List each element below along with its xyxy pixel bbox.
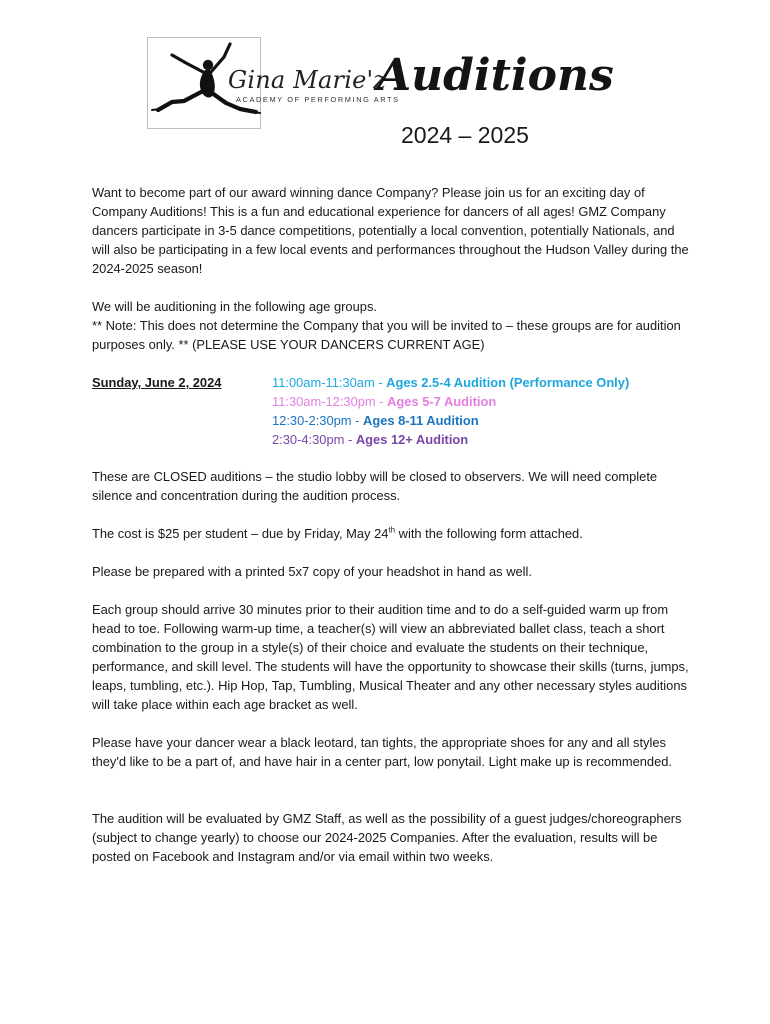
audition-date: Sunday, June 2, 2024 [92,375,222,390]
season-year: 2024 – 2025 [401,122,529,148]
schedule-group: Ages 12+ Audition [355,432,469,447]
headshot-paragraph: Please be prepared with a printed 5x7 copy of your headshot in hand as well. [92,564,532,579]
cost-superscript: th [388,525,396,535]
closed-auditions-paragraph: These are CLOSED auditions – the studio lobby will be closed to observers. We will need complete silence and concentration during the audition process. [92,469,658,503]
schedule-row [272,430,629,449]
evaluation-paragraph: The audition will be evaluated by GMZ Staff, as well as the possibility of a guest judges/choreographers (subject to change yearly) to choose our 2024-2025 Companies. After the evaluation, results will be posted on Facebook and Instagram and/or via email within two weeks. [92,811,682,864]
schedule-row [272,373,629,392]
arrival-paragraph: Each group should arrive 30 minutes prior to their audition time and to do a self-guided warm up from head to toe. Following warm-up time, a teacher(s) will view an abbreviated ballet class, teach a short combination to the group in a style(s) of their choice and evaluate the students on their technique, performance, and skill level. The students will have the opportunity to showcase their skills (turns, jumps, leaps, tumbling, etc.). Hip Hop, Tap, Tumbling, Musical Theater and any other necessary styles auditions will take place within each age bracket as well. [92,602,689,712]
schedule-time: 11:00am-11:30am - [272,375,387,390]
attire-paragraph: Please have your dancer wear a black leotard, tan tights, the appropriate shoes for any and all styles they'd like to be a part of, and have hair in a center part, low ponytail. Light make up is recommended. [92,735,673,769]
age-groups-line: We will be auditioning in the following age groups. [92,299,377,314]
schedule-row [272,411,629,430]
schedule-group: Ages 8-11 Audition [363,413,479,428]
schedule-time: 12:30-2:30pm - [272,413,364,428]
audition-schedule [272,373,629,449]
page-title: Auditions [377,50,614,101]
cost-text-after: with the following form attached. [395,526,583,541]
cost-text: The cost is $25 per student – due by Friday, May 24 [92,526,389,541]
logo-subtitle: ACADEMY OF PERFORMING ARTS [236,95,400,104]
intro-paragraph: Want to become part of our award winning dance Company? Please join us for an exciting day of Company Auditions! This is a fun and educational experience for dancers of all ages! GMZ Company dancers participate in 3-5 dance competitions, potentially a local convention, potentially Nationals, and will also be participating in a few local events and performances throughout the Hudson Valley during the 2024-2025 season! [92,185,689,276]
schedule-time: 2:30-4:30pm - [272,432,356,447]
schedule-row [272,392,629,411]
age-groups-note: ** Note: This does not determine the Company that you will be invited to – these groups are for audition purposes only. ** (PLEASE USE YOUR DANCERS CURRENT AGE) [92,318,681,352]
schedule-group: Ages 5-7 Audition [387,394,497,409]
schedule-time: 11:30am-12:30pm - [272,394,388,409]
logo-name: Gina Marie'z [228,66,387,94]
schedule-group: Ages 2.5-4 Audition (Performance Only) [386,375,630,390]
cost-paragraph [92,524,692,543]
age-groups-paragraph [92,297,692,354]
